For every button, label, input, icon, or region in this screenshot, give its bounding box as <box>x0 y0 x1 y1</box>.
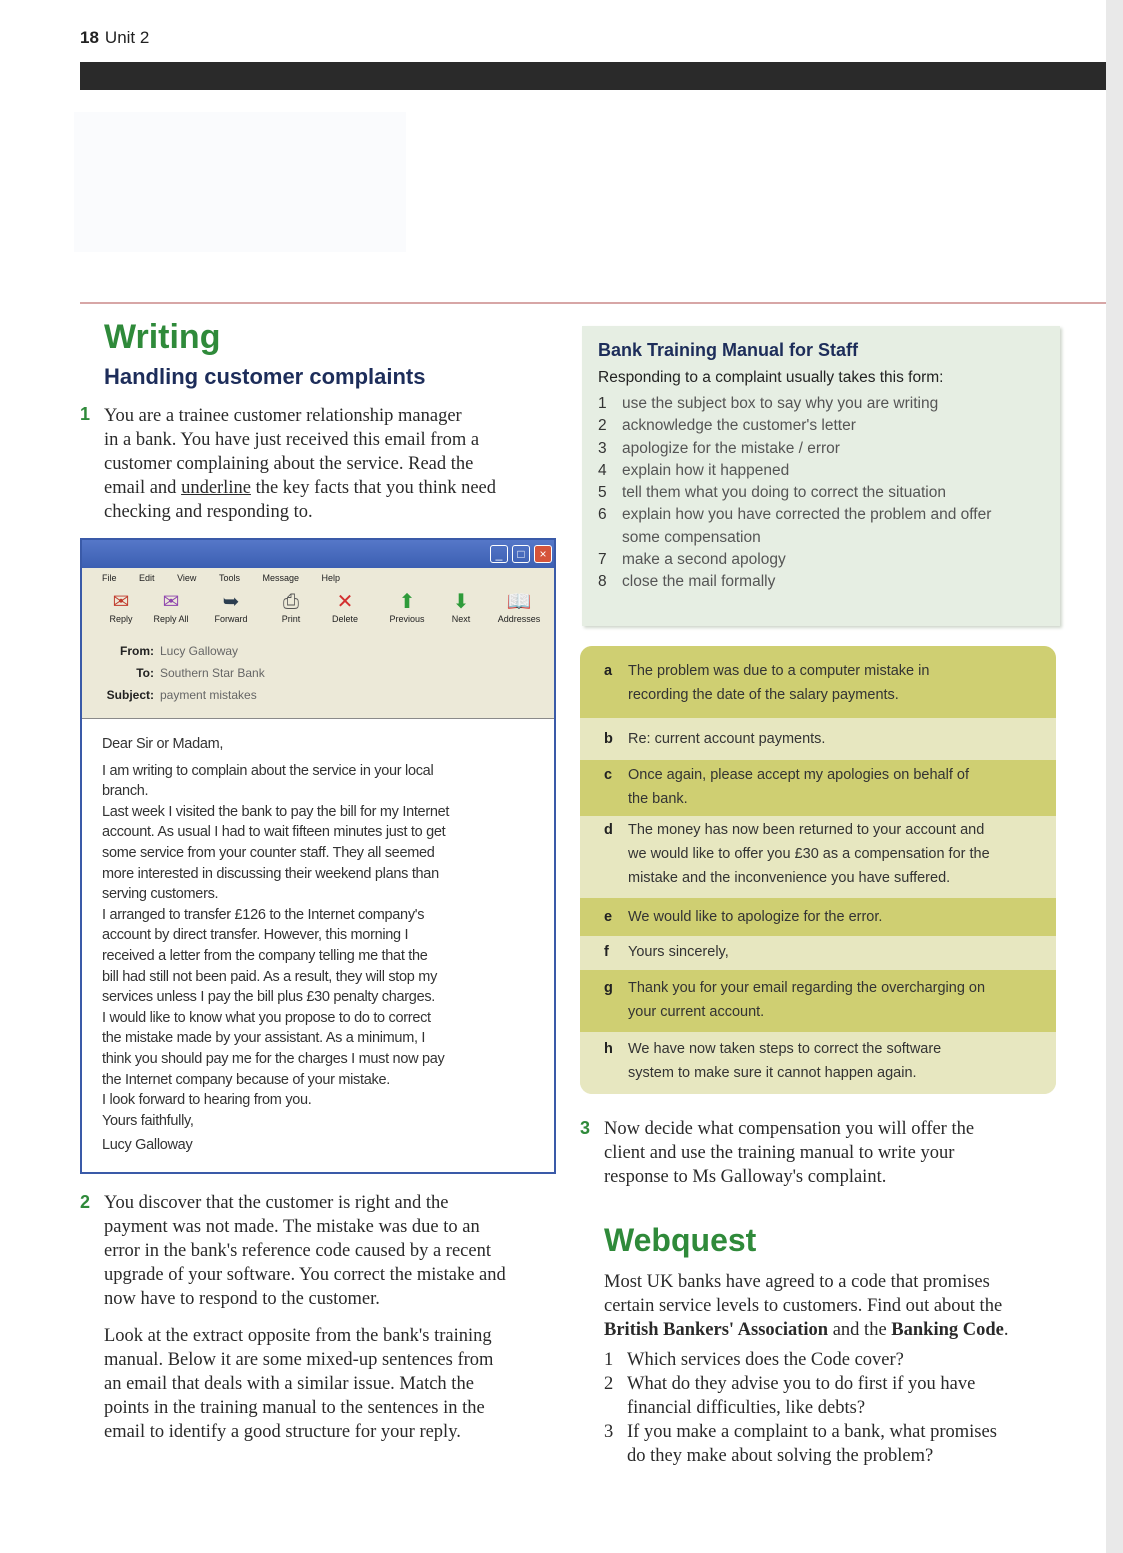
maximize-icon[interactable]: □ <box>512 545 530 563</box>
page-number: 18 <box>80 28 99 47</box>
text-line: certain service levels to customers. Find out about the <box>604 1296 1003 1316</box>
to-value: Southern Star Bank <box>160 666 265 680</box>
text-line: British Bankers' Association and the Banking Code. <box>604 1320 1009 1340</box>
text-line: in a bank. You have just received this email from a <box>104 430 480 450</box>
menu-bar <box>82 568 554 588</box>
email-line: account. As usual I had to wait fifteen minutes just to get <box>102 824 446 841</box>
manual-item: 6 explain how you have corrected the problem and offer <box>598 506 992 524</box>
exercise-1-text <box>104 404 554 524</box>
sentence-d: d The money has now been returned to your account and we would like to offer you £30 as a compensation for the mistake and the inconvenience you have suffered. <box>580 816 1056 898</box>
subject-row: Subject: payment mistakes <box>106 688 257 702</box>
email-line: account by direct transfer. However, this morning I <box>102 927 409 944</box>
reply-icon: ✉ <box>112 591 130 613</box>
menu-message[interactable]: Message <box>262 573 299 583</box>
webquest-intro <box>604 1270 1064 1342</box>
manual-title: Bank Training Manual for Staff <box>598 340 859 360</box>
email-line: branch. <box>102 783 149 800</box>
manual-subtitle: Responding to a complaint usually takes this form: <box>598 369 944 386</box>
email-line: bill had still not been paid. As a result, they will stop my <box>102 968 438 985</box>
email-line: some service from your counter staff. They all seemed <box>102 844 435 861</box>
text-line: now have to respond to the customer. <box>104 1289 380 1309</box>
text-line: an email that deals with a similar issue. Match the <box>104 1374 474 1394</box>
sentence-a: a The problem was due to a computer mistake in recording the date of the salary payments. <box>580 646 1056 718</box>
forward-button[interactable]: ➥ Forward <box>208 590 254 624</box>
print-button[interactable]: ⎙ Print <box>268 590 314 624</box>
text-line: points in the training manual to the sentences in the <box>104 1398 485 1418</box>
menu-file[interactable]: File <box>102 573 117 583</box>
sentence-h: h We have now taken steps to correct the software system to make sure it cannot happen again. <box>580 1032 1056 1094</box>
close-icon[interactable]: × <box>534 545 552 563</box>
sentence-b: b Re: current account payments. <box>580 718 1056 760</box>
text-line: checking and responding to. <box>104 502 313 522</box>
menu-help[interactable]: Help <box>321 573 341 583</box>
text-line: Now decide what compensation you will offer the <box>604 1119 975 1139</box>
manual-item: some compensation <box>622 528 761 546</box>
text-line: Look at the extract opposite from the bank's training <box>104 1326 492 1346</box>
delete-button[interactable]: ✕ Delete <box>322 590 368 624</box>
exercise-number-1: 1 <box>80 404 91 424</box>
previous-button[interactable]: ⬆ Previous <box>384 590 430 624</box>
webquest-question: 2 What do they advise you to do first if you have <box>604 1374 976 1394</box>
text-line: payment was not made. The mistake was due to an <box>104 1217 480 1237</box>
email-headers <box>82 628 554 719</box>
toolbar <box>82 588 554 629</box>
sentence-f: f Yours sincerely, <box>580 936 1056 970</box>
text-line: client and use the training manual to write your <box>604 1143 955 1163</box>
sentence-e: e We would like to apologize for the error. <box>580 898 1056 936</box>
email-line: Lucy Galloway <box>102 1137 193 1154</box>
text-line: Most UK banks have agreed to a code that promises <box>604 1272 990 1292</box>
exercise-2-text <box>104 1191 559 1311</box>
manual-list <box>598 393 1044 594</box>
email-line: Yours faithfully, <box>102 1112 194 1129</box>
email-line: Dear Sir or Madam, <box>102 736 224 752</box>
text-line: error in the bank's reference code caused by a recent <box>104 1241 491 1261</box>
reply-button[interactable]: ✉ Reply <box>98 590 144 624</box>
manual-item: 8 close the mail formally <box>598 573 776 591</box>
reply-all-icon: ✉ <box>162 591 180 613</box>
email-line: I would like to know what you propose to do to correct <box>102 1009 431 1026</box>
text-line: manual. Below it are some mixed-up sentences from <box>104 1350 494 1370</box>
email-body <box>102 734 542 1156</box>
forward-icon: ➥ <box>222 591 240 613</box>
section-divider <box>80 302 1123 304</box>
exercise-number-3: 3 <box>580 1118 591 1138</box>
subject-value: payment mistakes <box>160 688 257 702</box>
text-line: email and underline the key facts that you think need <box>104 478 496 498</box>
text-line: do they make about solving the problem? <box>627 1446 934 1466</box>
unit-label: Unit 2 <box>104 28 150 47</box>
email-line: I arranged to transfer £126 to the Internet company's <box>102 906 425 923</box>
manual-item: 2 acknowledge the customer's letter <box>598 417 856 435</box>
sentence-c: c Once again, please accept my apologies on behalf of the bank. <box>580 760 1056 816</box>
page-edge-shadow <box>1106 0 1123 1553</box>
section-title-webquest: Webquest <box>604 1222 757 1258</box>
sentences-box <box>580 646 1056 1094</box>
text-line: email to identify a good structure for your reply. <box>104 1422 461 1442</box>
webquest-question: 1 Which services does the Code cover? <box>604 1350 904 1370</box>
manual-item: 4 explain how it happened <box>598 461 790 479</box>
email-line: the Internet company because of your mistake. <box>102 1071 390 1088</box>
next-icon: ⬇ <box>452 591 470 613</box>
top-banner <box>80 62 1123 90</box>
email-window <box>80 538 556 1174</box>
text-line: customer complaining about the service. Read the <box>104 454 474 474</box>
delete-icon: ✕ <box>336 591 354 613</box>
email-line: more interested in discussing their weekend plans than <box>102 865 439 882</box>
page-header <box>80 28 149 48</box>
bold-term: British Bankers' Association <box>604 1320 829 1340</box>
exercise-number-2: 2 <box>80 1192 91 1212</box>
email-line: the mistake made by your assistant. As a minimum, I <box>102 1030 426 1047</box>
menu-tools[interactable]: Tools <box>218 573 240 583</box>
section-subtitle: Handling customer complaints <box>104 364 426 389</box>
next-button[interactable]: ⬇ Next <box>438 590 484 624</box>
manual-item: 5 tell them what you doing to correct the situation <box>598 484 946 502</box>
underline-word: underline <box>181 478 251 498</box>
printer-icon: ⎙ <box>283 591 299 613</box>
email-line: received a letter from the company telling me that the <box>102 947 428 964</box>
email-line: Last week I visited the bank to pay the bill for my Internet <box>102 803 450 820</box>
text-line: response to Ms Galloway's complaint. <box>604 1167 887 1187</box>
manual-item: 1 use the subject box to say why you are writing <box>598 395 939 412</box>
addresses-button[interactable]: 📖 Addresses <box>497 591 541 624</box>
minimize-icon[interactable]: _ <box>490 545 508 563</box>
reply-all-button[interactable]: ✉ Reply All <box>148 590 194 624</box>
text-line: You are a trainee customer relationship manager <box>104 406 462 426</box>
section-title-writing: Writing <box>104 318 221 356</box>
manual-item: 3 apologize for the mistake / error <box>598 439 840 457</box>
text-line: upgrade of your software. You correct the mistake and <box>104 1265 506 1285</box>
email-line: services unless I pay the bill plus £30 penalty charges. <box>102 989 436 1006</box>
email-line: I look forward to hearing from you. <box>102 1092 312 1109</box>
previous-icon: ⬆ <box>398 591 416 613</box>
sentence-g: g Thank you for your email regarding the overcharging on your current account. <box>580 970 1056 1032</box>
menu-view[interactable]: View <box>177 573 197 583</box>
text-line: financial difficulties, like debts? <box>627 1398 866 1418</box>
email-line: think you should pay me for the charges I must now pay <box>102 1050 445 1067</box>
address-book-icon: 📖 <box>506 591 532 613</box>
exercise-2-instructions <box>104 1324 559 1444</box>
faded-bleed-area <box>74 112 406 252</box>
bold-term: Banking Code <box>891 1320 1004 1340</box>
from-value: Lucy Galloway <box>160 644 239 658</box>
manual-item: 7 make a second apology <box>598 551 786 569</box>
exercise-3-text <box>604 1117 1054 1189</box>
email-line: I am writing to complain about the service in your local <box>102 762 434 779</box>
webquest-question: 3 If you make a complaint to a bank, what promises <box>604 1422 997 1442</box>
menu-edit[interactable]: Edit <box>139 573 155 583</box>
webquest-questions <box>604 1348 1064 1468</box>
window-titlebar <box>82 540 554 568</box>
from-row: From: Lucy Galloway <box>120 644 239 658</box>
text-line: You discover that the customer is right and the <box>104 1193 449 1213</box>
to-row: To: Southern Star Bank <box>136 666 265 680</box>
email-line: serving customers. <box>102 886 219 903</box>
training-manual-box <box>582 326 1060 626</box>
